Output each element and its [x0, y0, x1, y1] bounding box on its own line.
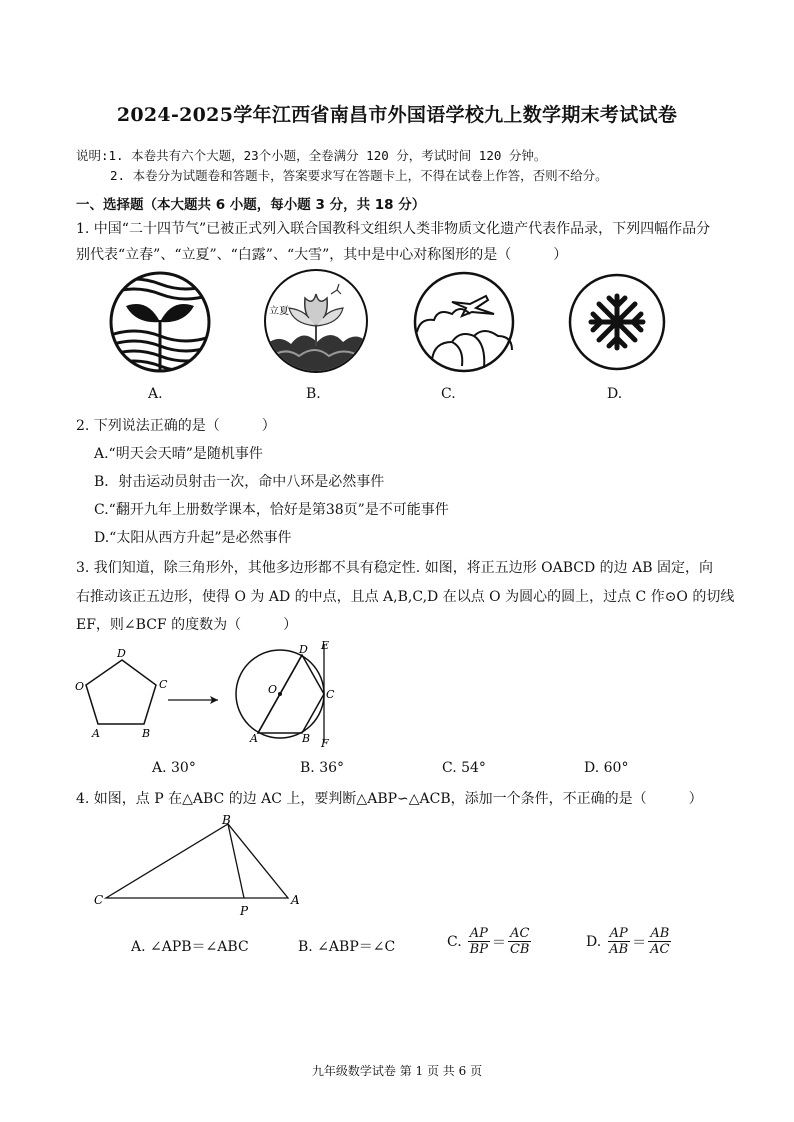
q4-option-d-prefix: D. — [586, 933, 602, 950]
note-line-1: 说明:1. 本卷共有六个大题，23个小题，全卷满分 120 分，考试时间 120 分钟。 — [76, 148, 547, 163]
q4-option-a: A. ∠APB＝∠ABC — [131, 939, 249, 955]
q3-label-b: B — [302, 732, 311, 745]
q1-image-lichun — [108, 270, 212, 374]
q3-option-b: B. 36° — [300, 760, 345, 776]
q3-option-c: C. 54° — [442, 760, 486, 776]
q4-option-d-equals: ＝ — [632, 934, 647, 951]
q4-figure — [88, 812, 318, 922]
q3-figure — [70, 640, 370, 750]
q3-label-o: O — [268, 683, 278, 696]
q3-option-d: D. 60° — [584, 760, 629, 776]
q4-option-c-prefix: C. — [447, 933, 462, 950]
q4-label-p: P — [240, 904, 249, 918]
q1-image-b-char-1: 立夏 — [269, 306, 289, 317]
q3-stem-line-1: 3. 我们知道，除三角形外，其他多边形都不具有稳定性. 如图，将正五边形 OABCD 的边 AB 固定，向 — [76, 560, 713, 576]
q4-option-d-fraction-1 — [607, 926, 630, 957]
q1-stem-line-1: 1. 中国“二十四节气”已被正式列入联合国教科文组织人类非物质文化遗产代表作品录，下列四幅作品分 — [76, 221, 711, 237]
q4-option-c-fraction-1 — [468, 926, 490, 957]
q3-label-c: C — [326, 688, 335, 701]
q4-option-d-den1: AB — [609, 942, 629, 957]
q3-pentagon — [86, 660, 156, 724]
q3-label-f: F — [321, 737, 329, 750]
q1-image-lixia — [263, 268, 369, 374]
q2-option-d: D.“太阳从西方升起”是必然事件 — [94, 530, 292, 546]
q4-option-c-num2: AC — [510, 926, 530, 941]
q1-image-daxue — [567, 272, 667, 372]
q3-label-a: A — [250, 732, 258, 745]
q4-option-d-fraction-2 — [648, 926, 671, 957]
q3-label-d: D — [299, 643, 308, 656]
q4-option-d-num2: AB — [650, 926, 670, 941]
q2-option-c: C.“翻开九年上册数学课本，恰好是第38页”是不可能事件 — [94, 502, 449, 518]
q4-option-c — [447, 926, 531, 957]
q4-option-d — [586, 926, 671, 957]
q1-option-b: B. — [306, 386, 321, 402]
q4-option-d-den2: AC — [650, 942, 670, 957]
q4-option-b: B. ∠ABP＝∠C — [298, 939, 396, 955]
q3-stem-line-3: EF，则∠BCF 的度数为（ ） — [76, 617, 298, 633]
q4-option-c-num1: AP — [469, 926, 488, 941]
q4-stem: 4. 如图，点 P 在△ABC 的边 AC 上，要判断△ABP∽△ACB，添加一个条件，不正确的是（ ） — [76, 791, 703, 807]
q4-option-c-den2: CB — [509, 942, 530, 957]
q3-label-b-left: B — [142, 727, 151, 740]
q2-option-a: A.“明天会天晴”是随机事件 — [94, 446, 263, 462]
q4-label-b: B — [222, 813, 231, 827]
q4-triangle-abc — [106, 824, 288, 898]
q3-stem-line-2: 右推动该正五边形，使得 O 为 AD 的中点，且点 A,B,C,D 在以点 O 为圆心的圆上，过点 C 作⊙O 的切线 — [76, 589, 735, 605]
q4-label-a: A — [291, 893, 300, 907]
page-footer: 九年级数学试卷 第 1 页 共 6 页 — [311, 1064, 483, 1078]
q4-label-c: C — [94, 893, 104, 907]
q1-option-d: D. — [607, 386, 623, 402]
q4-option-c-den1: BP — [469, 942, 488, 957]
note-line-2: 2. 本卷分为试题卷和答题卡，答案要求写在答题卡上，不得在试卷上作答，否则不给分。 — [110, 168, 608, 183]
q3-label-c-left: C — [159, 678, 168, 691]
q4-segment-bp — [228, 824, 244, 898]
q2-option-b: B．射击运动员射击一次，命中八环是必然事件 — [94, 474, 385, 490]
q3-option-a: A. 30° — [152, 760, 196, 776]
q4-option-c-equals: ＝ — [491, 934, 506, 951]
q1-option-a: A. — [148, 386, 163, 402]
q3-label-d-left: D — [117, 647, 126, 660]
q3-label-o-left: O — [75, 680, 85, 693]
q4-option-c-fraction-2 — [508, 926, 532, 957]
q3-label-a-left: A — [92, 727, 100, 740]
section-heading-choice: 一、选择题（本大题共 6 小题，每小题 3 分，共 18 分） — [76, 197, 426, 213]
q3-label-e: E — [321, 640, 330, 652]
q4-option-d-num1: AP — [609, 926, 628, 941]
q1-stem-line-2: 别代表“立春”、“立夏”、“白露”、“大雪”，其中是中心对称图形的是（ ） — [76, 247, 568, 263]
q1-option-c: C. — [441, 386, 456, 402]
page-title: 2024-2025学年江西省南昌市外国语学校九上数学期末考试试卷 — [116, 104, 678, 126]
q2-stem: 2. 下列说法正确的是（ ） — [76, 418, 276, 434]
q1-image-bailu — [412, 270, 516, 374]
